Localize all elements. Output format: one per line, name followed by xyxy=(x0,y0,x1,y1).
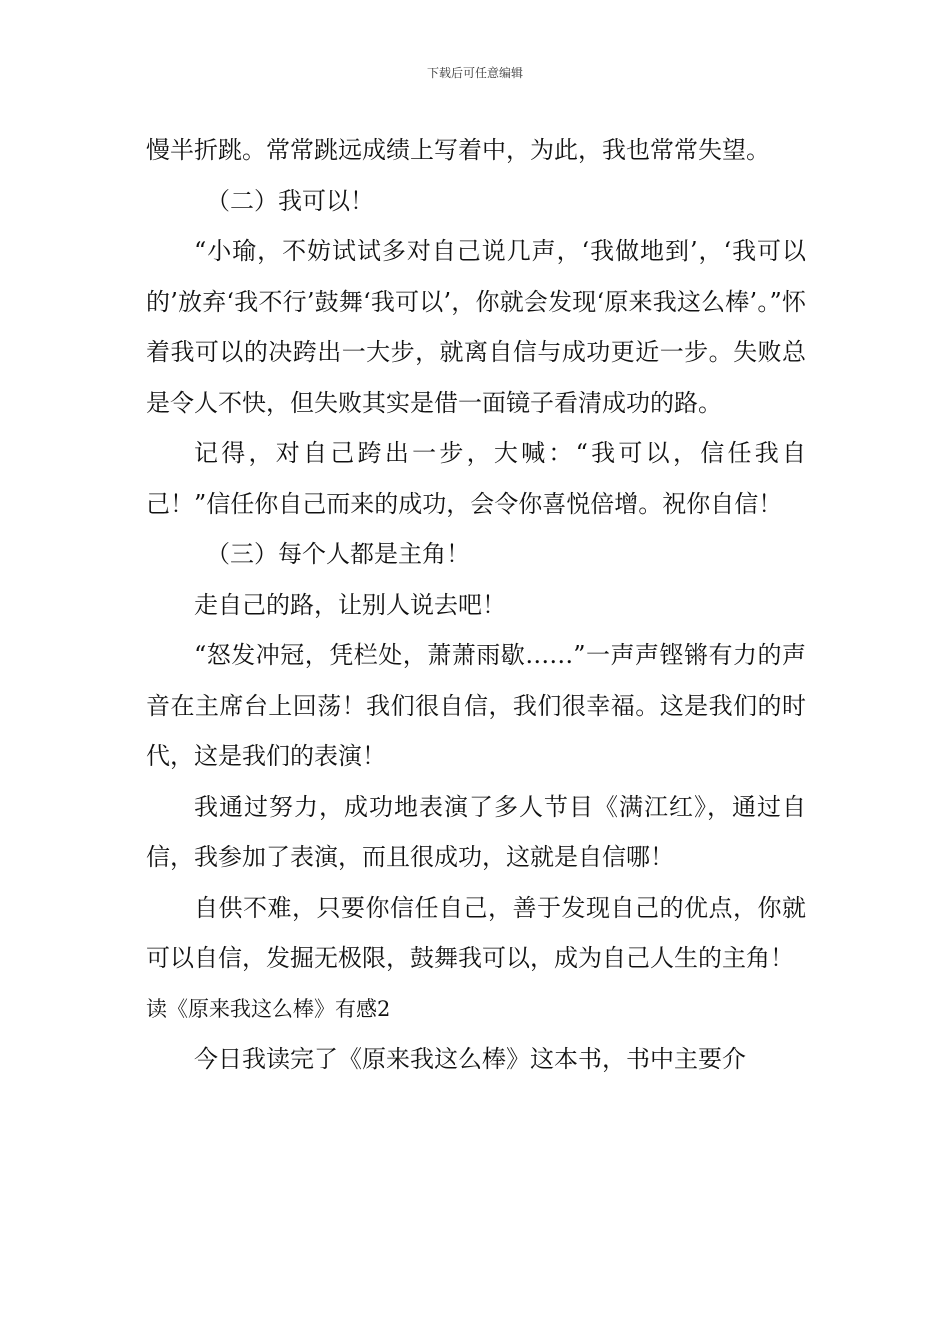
paragraph: 走自己的路，让别人说去吧！ xyxy=(194,590,506,619)
paragraph: “怒发冲冠，凭栏处，萧萧雨歇……”一声声铿锵有力的声音在主席台上回荡！我们很自信，我们很幸福。这是我们的时代，这是我们的表演！ xyxy=(146,641,806,770)
paragraph-continuation: 慢半折跳。常常跳远成绩上写着中，为此，我也常常失望。 xyxy=(146,136,770,164)
paragraph: 自供不难，只要你信任自己，善于发现自己的优点，你就可以自信，发掘无极限，鼓舞我可以，成为自己人生的主角！ xyxy=(146,893,806,972)
document-body xyxy=(146,125,806,1085)
section-heading-3: （三）每个人都是主角！ xyxy=(206,540,470,568)
paragraph: 今日我读完了《原来我这么棒》这本书，书中主要介 xyxy=(194,1045,746,1073)
paragraph: 我通过努力，成功地表演了多人节目《满江红》，通过自信，我参加了表演，而且很成功，这就是自信哪！ xyxy=(146,792,806,871)
paragraph: 记得，对自己跨出一步，大喊：“我可以，信任我自己！”信任你自己而来的成功，会令你喜悦倍增。祝你自信！ xyxy=(146,439,806,518)
paragraph: “小瑜，不妨试试多对自己说几声，‘我做地到’，‘我可以的’放弃‘我不行’鼓舞‘我可以’，你就会发现‘原来我这么棒’。”怀着我可以的决跨出一大步，就离自信与成功更近一步。失败总是令人不快，但失败其实是借一面镜子看清成功的路。 xyxy=(146,237,806,417)
section-heading-2: （二）我可以！ xyxy=(206,186,374,215)
page-header: 下载后可任意编辑 xyxy=(426,66,523,80)
article-title: 读《原来我这么棒》有感2 xyxy=(146,996,391,1021)
